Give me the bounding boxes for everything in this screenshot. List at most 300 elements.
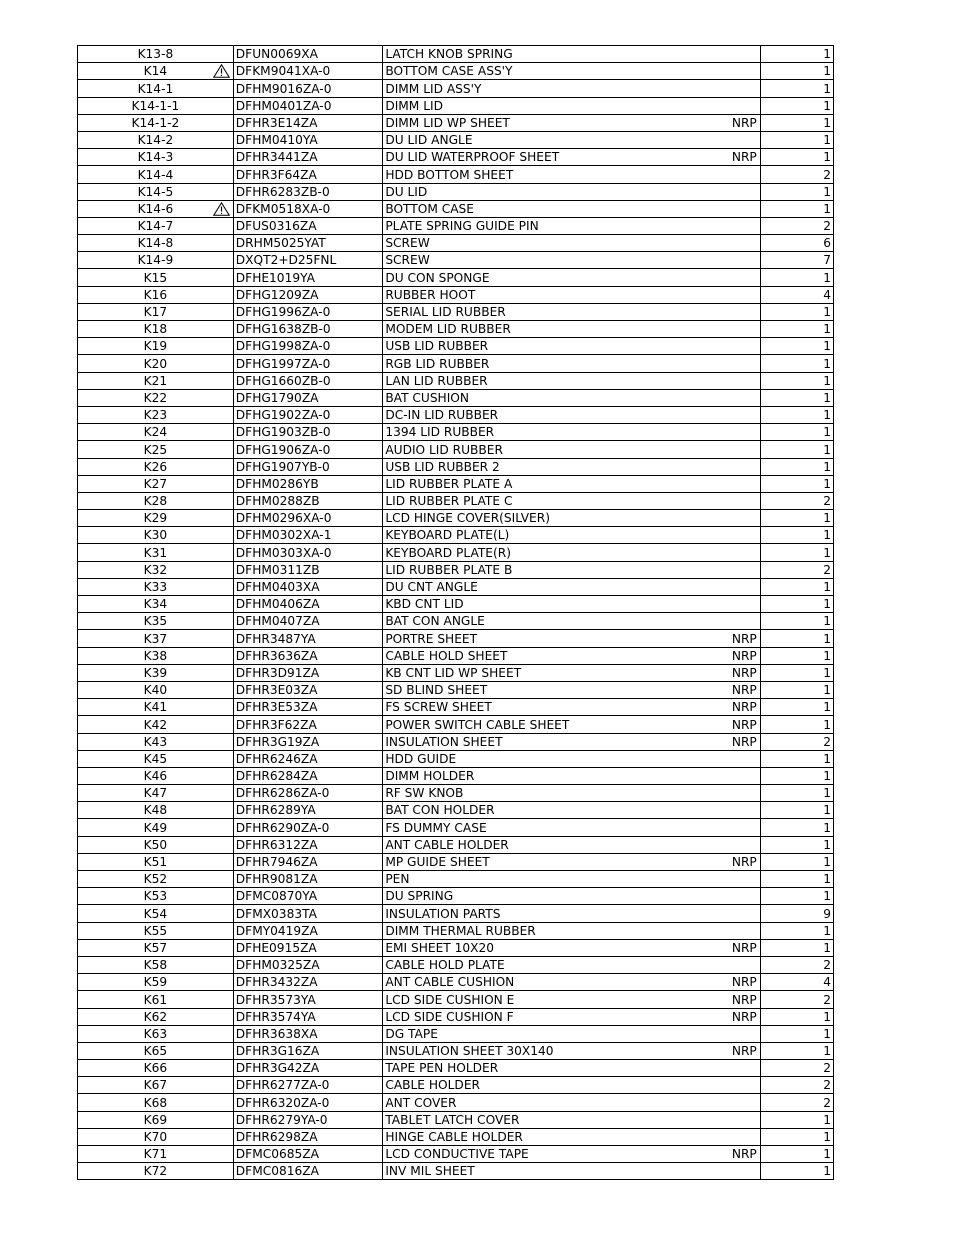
ref-number: K52	[143, 872, 168, 887]
part-description: FS DUMMY CASE	[385, 820, 487, 835]
table-row	[78, 974, 834, 991]
ref-cell	[78, 1128, 234, 1145]
quantity: 1	[760, 1042, 833, 1059]
ref-number: K31	[143, 545, 168, 560]
part-description: HDD GUIDE	[385, 751, 457, 766]
table-row	[78, 1128, 834, 1145]
ref-cell	[78, 492, 234, 509]
nrp-flag: NRP	[731, 975, 757, 990]
ref-cell	[78, 733, 234, 750]
description-cell	[383, 922, 760, 939]
part-number: DFHE1019YA	[233, 269, 383, 286]
part-number: DFHG1209ZA	[233, 286, 383, 303]
table-row	[78, 527, 834, 544]
description-cell	[383, 424, 760, 441]
part-number: DXQT2+D25FNL	[233, 252, 383, 269]
ref-cell	[78, 939, 234, 956]
table-row	[78, 475, 834, 492]
ref-number: K15	[143, 270, 168, 285]
ref-number: K49	[143, 820, 168, 835]
part-description: DU SPRING	[385, 889, 454, 904]
table-row	[78, 458, 834, 475]
table-row	[78, 1077, 834, 1094]
part-description: BAT CON ANGLE	[385, 614, 485, 629]
ref-number: K50	[143, 837, 168, 852]
table-row	[78, 1060, 834, 1077]
part-description: CABLE HOLDER	[385, 1078, 480, 1093]
ref-cell	[78, 974, 234, 991]
description-cell	[383, 183, 760, 200]
quantity: 1	[760, 114, 833, 131]
quantity: 1	[760, 681, 833, 698]
quantity: 1	[760, 767, 833, 784]
description-cell	[383, 406, 760, 423]
ref-number: K14-6	[137, 201, 174, 216]
quantity: 2	[760, 991, 833, 1008]
part-number: DFHM0407ZA	[233, 613, 383, 630]
table-row	[78, 492, 834, 509]
quantity: 1	[760, 1025, 833, 1042]
table-row	[78, 613, 834, 630]
part-description: LCD SIDE CUSHION E	[385, 992, 515, 1007]
part-description: DIMM LID	[385, 98, 443, 113]
ref-number: K33	[143, 580, 168, 594]
quantity: 1	[760, 802, 833, 819]
part-description: SCREW	[385, 236, 430, 251]
quantity: 1	[760, 406, 833, 423]
ref-number: K70	[143, 1130, 168, 1144]
ref-cell	[78, 355, 234, 372]
part-number: DFHM0406ZA	[233, 596, 383, 613]
table-row	[78, 785, 834, 802]
ref-number: K35	[143, 614, 168, 629]
part-number: DFHM0302XA-1	[233, 527, 383, 544]
ref-number: K25	[143, 442, 168, 457]
part-description: BOTTOM CASE	[385, 201, 474, 216]
ref-cell	[78, 1008, 234, 1025]
ref-cell	[78, 97, 234, 114]
ref-number: K67	[143, 1078, 168, 1093]
table-row	[78, 1025, 834, 1042]
quantity: 1	[760, 458, 833, 475]
part-description: DU CNT ANGLE	[385, 580, 478, 594]
table-row	[78, 836, 834, 853]
ref-cell	[78, 836, 234, 853]
ref-number: K14-1	[137, 81, 174, 96]
quantity: 1	[760, 1008, 833, 1025]
part-description: FS SCREW SHEET	[385, 700, 492, 715]
ref-cell	[78, 149, 234, 166]
ref-cell	[78, 217, 234, 234]
warning-triangle-icon	[213, 64, 230, 78]
part-description: TABLET LATCH COVER	[385, 1112, 520, 1127]
description-cell	[383, 217, 760, 234]
ref-cell	[78, 853, 234, 870]
quantity: 1	[760, 1163, 833, 1180]
description-cell	[383, 1077, 760, 1094]
description-cell	[383, 681, 760, 698]
nrp-flag: NRP	[731, 1009, 757, 1024]
part-description: SCREW	[385, 253, 430, 268]
part-description: DU LID	[385, 184, 428, 199]
ref-cell	[78, 1094, 234, 1111]
table-row	[78, 149, 834, 166]
description-cell	[383, 492, 760, 509]
part-description: HINGE CABLE HOLDER	[385, 1130, 523, 1144]
part-number: DFHR6277ZA-0	[233, 1077, 383, 1094]
part-number: DFHR3E53ZA	[233, 699, 383, 716]
table-row	[78, 767, 834, 784]
ref-number: K66	[143, 1061, 168, 1076]
nrp-flag: NRP	[731, 700, 757, 715]
ref-number: K63	[143, 1026, 168, 1041]
table-row	[78, 235, 834, 252]
ref-cell	[78, 647, 234, 664]
ref-cell	[78, 750, 234, 767]
ref-cell	[78, 63, 234, 80]
description-cell	[383, 664, 760, 681]
part-number: DFHR6246ZA	[233, 750, 383, 767]
nrp-flag: NRP	[731, 631, 757, 646]
quantity: 1	[760, 578, 833, 595]
ref-number: K68	[143, 1095, 168, 1110]
part-description: USB LID RUBBER 2	[385, 459, 500, 474]
ref-number: K20	[143, 356, 168, 371]
part-number: DFHR3G16ZA	[233, 1042, 383, 1059]
part-number: DFHM0311ZB	[233, 561, 383, 578]
part-number: DFHG1997ZA-0	[233, 355, 383, 372]
quantity: 1	[760, 1128, 833, 1145]
description-cell	[383, 303, 760, 320]
table-row	[78, 922, 834, 939]
ref-number: K24	[143, 425, 168, 440]
part-description: BOTTOM CASE ASS'Y	[385, 64, 513, 79]
ref-number: K22	[143, 390, 168, 405]
nrp-flag: NRP	[731, 855, 757, 869]
part-description: ANT COVER	[385, 1095, 457, 1110]
ref-cell	[78, 46, 234, 63]
quantity: 1	[760, 716, 833, 733]
nrp-flag: NRP	[731, 683, 757, 698]
description-cell	[383, 321, 760, 338]
quantity: 1	[760, 97, 833, 114]
nrp-flag: NRP	[731, 665, 757, 680]
part-description: LID RUBBER PLATE A	[385, 476, 513, 491]
nrp-flag: NRP	[731, 734, 757, 749]
ref-number: K30	[143, 528, 168, 543]
part-number: DFHR7946ZA	[233, 853, 383, 870]
ref-cell	[78, 80, 234, 97]
part-number: DFHR3F64ZA	[233, 166, 383, 183]
quantity: 2	[760, 561, 833, 578]
table-row	[78, 1146, 834, 1163]
table-row	[78, 1094, 834, 1111]
part-description: HDD BOTTOM SHEET	[385, 167, 514, 182]
table-row	[78, 630, 834, 647]
quantity: 1	[760, 544, 833, 561]
ref-cell	[78, 596, 234, 613]
description-cell	[383, 97, 760, 114]
part-number: DFHM0410YA	[233, 131, 383, 148]
part-number: DFHR6320ZA-0	[233, 1094, 383, 1111]
part-description: EMI SHEET 10X20	[385, 940, 494, 955]
quantity: 1	[760, 183, 833, 200]
ref-number: K32	[143, 562, 168, 577]
ref-cell	[78, 802, 234, 819]
ref-cell	[78, 372, 234, 389]
ref-cell	[78, 338, 234, 355]
ref-cell	[78, 905, 234, 922]
quantity: 1	[760, 475, 833, 492]
nrp-flag: NRP	[731, 940, 757, 955]
table-row	[78, 355, 834, 372]
nrp-flag: NRP	[731, 717, 757, 732]
part-description: INV MIL SHEET	[385, 1164, 475, 1179]
part-description: PLATE SPRING GUIDE PIN	[385, 219, 539, 234]
quantity: 1	[760, 389, 833, 406]
table-row	[78, 699, 834, 716]
table-row	[78, 252, 834, 269]
part-description: RF SW KNOB	[385, 786, 464, 801]
part-description: DIMM LID ASS'Y	[385, 81, 482, 96]
description-cell	[383, 46, 760, 63]
table-row	[78, 1008, 834, 1025]
table-row	[78, 596, 834, 613]
description-cell	[383, 853, 760, 870]
quantity: 1	[760, 269, 833, 286]
quantity: 1	[760, 630, 833, 647]
part-number: DFMC0816ZA	[233, 1163, 383, 1180]
description-cell	[383, 252, 760, 269]
part-description: RGB LID RUBBER	[385, 356, 490, 371]
description-cell	[383, 149, 760, 166]
quantity: 1	[760, 46, 833, 63]
description-cell	[383, 802, 760, 819]
nrp-flag: NRP	[731, 992, 757, 1007]
ref-cell	[78, 785, 234, 802]
table-row	[78, 750, 834, 767]
table-row	[78, 733, 834, 750]
table-row	[78, 1042, 834, 1059]
description-cell	[383, 888, 760, 905]
quantity: 1	[760, 80, 833, 97]
part-number: DFMC0685ZA	[233, 1146, 383, 1163]
part-description: KEYBOARD PLATE(R)	[385, 545, 511, 560]
quantity: 1	[760, 613, 833, 630]
table-row	[78, 183, 834, 200]
ref-number: K51	[143, 855, 168, 869]
description-cell	[383, 441, 760, 458]
table-row	[78, 389, 834, 406]
ref-cell	[78, 183, 234, 200]
part-number: DFHR6279YA-0	[233, 1111, 383, 1128]
part-description: BAT CUSHION	[385, 390, 470, 405]
ref-cell	[78, 956, 234, 973]
ref-cell	[78, 991, 234, 1008]
ref-cell	[78, 235, 234, 252]
ref-cell	[78, 681, 234, 698]
ref-number: K14-5	[137, 184, 174, 199]
quantity: 1	[760, 131, 833, 148]
part-number: DFHM0403XA	[233, 578, 383, 595]
ref-number: K42	[143, 717, 168, 732]
part-number: DFHG1638ZB-0	[233, 321, 383, 338]
table-row	[78, 269, 834, 286]
description-cell	[383, 836, 760, 853]
quantity: 1	[760, 922, 833, 939]
part-description: DU CON SPONGE	[385, 270, 490, 285]
table-row	[78, 853, 834, 870]
table-row	[78, 939, 834, 956]
quantity: 1	[760, 355, 833, 372]
quantity: 7	[760, 252, 833, 269]
ref-cell	[78, 269, 234, 286]
part-number: DFHR3F62ZA	[233, 716, 383, 733]
ref-cell	[78, 1163, 234, 1180]
part-number: DFMY0419ZA	[233, 922, 383, 939]
table-row	[78, 561, 834, 578]
part-description: CABLE HOLD SHEET	[385, 648, 508, 663]
nrp-flag: NRP	[731, 648, 757, 663]
part-number: DFHM0286YB	[233, 475, 383, 492]
description-cell	[383, 458, 760, 475]
ref-number: K21	[143, 373, 168, 388]
ref-number: K27	[143, 476, 168, 491]
ref-number: K57	[143, 940, 168, 955]
ref-cell	[78, 613, 234, 630]
quantity: 2	[760, 733, 833, 750]
part-description: LATCH KNOB SPRING	[385, 47, 513, 62]
part-description: LID RUBBER PLATE C	[385, 494, 513, 509]
quantity: 1	[760, 785, 833, 802]
ref-number: K19	[143, 339, 168, 354]
ref-number: K14	[143, 64, 168, 79]
quantity: 1	[760, 441, 833, 458]
quantity: 4	[760, 974, 833, 991]
ref-cell	[78, 664, 234, 681]
table-row	[78, 888, 834, 905]
part-description: 1394 LID RUBBER	[385, 425, 495, 440]
description-cell	[383, 561, 760, 578]
description-cell	[383, 1025, 760, 1042]
part-number: DFHR6312ZA	[233, 836, 383, 853]
part-description: LAN LID RUBBER	[385, 373, 488, 388]
quantity: 1	[760, 699, 833, 716]
table-row	[78, 664, 834, 681]
ref-number: K41	[143, 700, 168, 715]
quantity: 1	[760, 424, 833, 441]
description-cell	[383, 750, 760, 767]
quantity: 9	[760, 905, 833, 922]
quantity: 1	[760, 836, 833, 853]
ref-cell	[78, 200, 234, 217]
part-description: USB LID RUBBER	[385, 339, 489, 354]
description-cell	[383, 114, 760, 131]
quantity: 2	[760, 1094, 833, 1111]
table-row	[78, 63, 834, 80]
table-row	[78, 905, 834, 922]
part-description: ANT CABLE HOLDER	[385, 837, 509, 852]
table-row	[78, 424, 834, 441]
description-cell	[383, 974, 760, 991]
ref-cell	[78, 1042, 234, 1059]
description-cell	[383, 596, 760, 613]
parts-list-body	[78, 46, 834, 1180]
part-description: DU LID WATERPROOF SHEET	[385, 150, 560, 165]
part-number: DFHM0296XA-0	[233, 510, 383, 527]
ref-number: K14-4	[137, 167, 174, 182]
description-cell	[383, 166, 760, 183]
part-description: KB CNT LID WP SHEET	[385, 665, 522, 680]
description-cell	[383, 785, 760, 802]
part-number: DFHR3432ZA	[233, 974, 383, 991]
description-cell	[383, 699, 760, 716]
ref-cell	[78, 871, 234, 888]
description-cell	[383, 630, 760, 647]
description-cell	[383, 80, 760, 97]
ref-number: K28	[143, 494, 168, 509]
ref-cell	[78, 767, 234, 784]
description-cell	[383, 1163, 760, 1180]
part-number: DFHE0915ZA	[233, 939, 383, 956]
part-number: DFHR3638XA	[233, 1025, 383, 1042]
quantity: 2	[760, 1077, 833, 1094]
quantity: 1	[760, 338, 833, 355]
part-number: DFHR3574YA	[233, 1008, 383, 1025]
part-number: DFHG1660ZB-0	[233, 372, 383, 389]
ref-cell	[78, 1111, 234, 1128]
description-cell	[383, 613, 760, 630]
quantity: 2	[760, 1060, 833, 1077]
ref-number: K39	[143, 665, 168, 680]
quantity: 6	[760, 235, 833, 252]
ref-number: K58	[143, 958, 168, 973]
description-cell	[383, 905, 760, 922]
table-row	[78, 200, 834, 217]
quantity: 1	[760, 596, 833, 613]
part-number: DFHR3E03ZA	[233, 681, 383, 698]
description-cell	[383, 1146, 760, 1163]
table-row	[78, 303, 834, 320]
part-description: DIMM LID WP SHEET	[385, 115, 510, 130]
ref-number: K46	[143, 769, 168, 784]
ref-number: K14-1-2	[131, 115, 180, 130]
part-number: DFHR3E14ZA	[233, 114, 383, 131]
quantity: 1	[760, 527, 833, 544]
ref-number: K65	[143, 1044, 168, 1059]
part-description: DIMM HOLDER	[385, 769, 475, 784]
ref-number: K72	[143, 1164, 168, 1179]
ref-number: K14-1-1	[131, 98, 180, 113]
part-number: DFHG1903ZB-0	[233, 424, 383, 441]
table-row	[78, 544, 834, 561]
ref-number: K59	[143, 975, 168, 990]
ref-number: K14-9	[137, 253, 174, 268]
table-row	[78, 510, 834, 527]
part-number: DFHM0401ZA-0	[233, 97, 383, 114]
description-cell	[383, 647, 760, 664]
table-row	[78, 1163, 834, 1180]
description-cell	[383, 1008, 760, 1025]
ref-cell	[78, 819, 234, 836]
ref-number: K54	[143, 906, 168, 921]
part-number: DFHR6283ZB-0	[233, 183, 383, 200]
part-description: KBD CNT LID	[385, 597, 464, 612]
part-number: DFHM0303XA-0	[233, 544, 383, 561]
part-number: DFHG1790ZA	[233, 389, 383, 406]
part-number: DFHG1996ZA-0	[233, 303, 383, 320]
ref-cell	[78, 131, 234, 148]
